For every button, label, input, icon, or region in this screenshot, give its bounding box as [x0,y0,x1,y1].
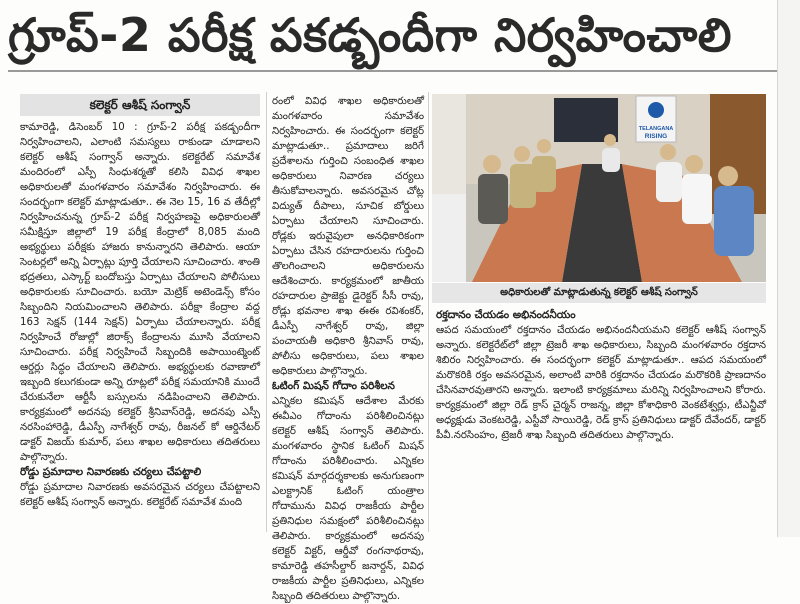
column-1 [20,120,260,532]
svg-text:TELANGANA: TELANGANA [638,126,674,132]
column-1-paragraph: కామారెడ్డి, డిసెంబర్‌ 10 : గ్రూప్‌-2 పరీక్ష పకడ్బందీగా నిర్వహించాలని, ఎలాంటి సమస్యలు రాకుండా చూడాలని కలెక్టర్‌ ఆశీష్‌ సంగ్వాన్‌ అన్నారు. కలెక్టరేట్‌ సమావేశ మందిరంలో ఎస్పీ సింధుశర్మతో కలిసి వివిధ శాఖల అధికారులతో మంగళవారం సమావేశం నిర్వహించారు. ఈ సందర్భంగా కలెక్టర్‌ మాట్లాడుతూ.. ఈ నెల 15, 16 వ తేదీల్లో నిర్వహించనున్న గ్రూప్‌-2 పరీక్ష నిర్వహణపై అధికారులతో సమీక్షిస్తూ జిల్లాలో 19 పరీక్ష కేంద్రాలో 8,085 మంది అభ్యర్థులు పరీక్షకు హాజరు కానున్నారని తెలిపారు. ఆయా సెంటర్లలో అన్ని ఏర్పాట్లు పూర్తి చేయాలని సూచించారు. శాంతి భద్రతలు, ఎస్కార్ట్‌ బందోబస్తు ఏర్పాటు చేయాలని పోలీసులు అధికారులకు సూచించారు. బయో మెట్రిక్‌ అటెండెన్స్‌ కోసం సిబ్బందిని నియమించాలని తెలిపారు. పరీక్షా కేంద్రాల వద్ద 163 సెక్షన్‌ (144 సెక్షన్‌) ఏర్పాటు చేయాలన్నారు. పరీక్ష నిర్వహించే రోజుల్లో జిరాక్స్‌ కేంద్రాలను మూసి వేయాలని సూచించారు. పరీక్ష నిర్వహించే సిబ్బందికి అపాయింట్మెంట్‌ ఆర్డర్లు సిద్ధం చేయాలని తెలిపారు. అభ్యర్థులకు రవాణాలో ఇబ్బంది కలుగకుండా అన్ని రూట్లలో పరీక్ష సమయానికి ముందే చేరుకునేలా ఆర్టీసీ బస్సులను నడిపించాలని తెలిపారు. కార్యక్రమంలో అదనపు కలెక్టర్‌ శ్రీనివాస్‌రెడ్డి, అదనపు ఎస్పీ నరసింహారెడ్డి, డీఎస్పీ నాగేశ్వర్‌ రావు, రీజనల్‌ కో ఆర్డినేటర్‌ డాక్టర్‌ విజయ్‌ కుమార్‌, పలు శాఖల అధికారులు తదితరులు పాల్గొన్నారు. [20,122,260,463]
column-2 [272,94,424,602]
column-1-subhead: రోడ్డు ప్రమాదాల నివారణకు చర్యలు చేపట్టాలి [20,466,202,478]
column-1-paragraph-2: రోడ్డు ప్రమాదాల నివారణకు అవసరమైన చర్యలు చేపట్టాలని కలెక్టర్‌ ఆశీష్‌ సంగ్వాన్‌ అన్నారు. కలెక్టరేట్‌ సమావేశ మంది [20,482,260,508]
column-divider-1 [266,92,267,532]
column-2-paragraph-2: ఎన్నికల కమిషన్‌ ఆదేశాల మేరకు ఈవీఎం గోదాంను పరిశీలించినట్లు కలెక్టర్‌ ఆశీష్‌ సంగ్వాన్‌ తెలిపారు. మంగళవారం స్థానిక ఓటింగ్‌ మిషన్‌ గోదాంను పరిశీలించారు. ఎన్నికల కమిషన్‌ మార్గదర్శకాలకు అనుగుణంగా ఎలక్ట్రానిక్‌ ఓటింగ్‌ యంత్రాల గోదామును వివిధ రాజకీయ పార్టీల ప్రతినిధుల సమక్షంలో పరిశీలించినట్లు తెలిపారు. కార్యక్రమంలో అదనపు కలెక్టర్‌ విక్టర్‌, ఆర్డీవో రంగనాథరావు, కామారెడ్డి తహసీల్దార్‌ జనార్దన్‌, వివిధ రాజకీయ పార్టీల ప్రతినిధులు, ఎన్నికల సిబ్బంది తదితరులు పాల్గొన్నారు. [272,396,424,602]
column-2-paragraph: రంలో వివిధ శాఖల అధికారులతో మంగళవారం సమావేశం నిర్వహించారు. ఈ సందర్భంగా కలెక్టర్‌ మాట్లాడుతూ.. ప్రమాదాలు జరిగే ప్రదేశాలను గుర్తించి సంబంధిత శాఖల అధికారులు నివారణ చర్యలు తీసుకోవాలన్నారు. అవసరమైన చోట్ల విద్యుత్‌ దీపాలు, సూచిక బోర్డులు ఏర్పాటు చేయాలని సూచించారు. రోడ్లకు ఇరువైపులా అనధికారికంగా ఏర్పాటు చేసిన రహదారులను గుర్తించి తొలగించాలని అధికారులను ఆదేశించారు. కార్యక్రమంలో జాతీయ రహదారుల ప్రాజెక్టు డైరెక్టర్‌ సీసీ రావు, రోడ్లు భవనాల శాఖ ఈఈ రవిశంకర్‌, డీఎస్పీ నాగేశ్వర్‌ రావు, జిల్లా పంచాయతీ అధికారి శ్రీనివాస్‌ రావు, పోలీసు అధికారులు, పలు శాఖల అధికారులు పాల్గొన్నారు. [272,96,424,377]
column-3 [436,308,766,532]
headline: గ్రూప్‌-2 పరీక్ష పకడ్బందీగా నిర్వహించాలి [8,8,732,62]
column-divider-2 [428,92,429,532]
byline: కలెక్టర్‌ ఆశీష్‌ సంగ్వాన్‌ [20,94,260,116]
adjacent-page-edge [777,0,800,537]
meeting-photo-illustration [432,94,766,282]
column-3-paragraph: ఆపద సమయంలో రక్తదానం చేయడం అభినందనీయమని కలెక్టర్‌ ఆశీష్‌ సంగ్వాన్‌ అన్నారు. కలెక్టరేట్‌లో జిల్లా ట్రెజరీ శాఖ అధికారులు, సిబ్బంది మంగళవారం రక్తదాన శిబిరం నిర్వహించారు. ఈ సందర్భంగా కలెక్టర్‌ మాట్లాడుతూ.. ఆపద సమయంలో మరొకరికి రక్తం అవసరమైన, అలాంటి వారికి రక్తదానం చేయడం మరొకరికి ప్రాణదానం చేసినవారవుతారని అన్నారు. ఇలాంటి కార్యక్రమాలు మరిన్ని నిర్వహించాలని కోరారు. కార్యక్రమంలో జిల్లా రెడ్‌ క్రాస్‌ చైర్మన్‌ రాజన్న, జిల్లా కోశాధికారి వెంకటేశ్వర్లు, టీఎన్జీవో అధ్యక్షుడు వెంకటరెడ్డి, ఎస్టీవో సాయిరెడ్డి, రెడ్‌ క్రాస్‌ ప్రతినిధులు డాక్టర్‌ దేవేందర్‌, డాక్టర్‌ పీవీ.నరసింహం, ట్రెజరీ శాఖ సిబ్బంది తదితరులు పాల్గొన్నారు. [436,325,766,441]
photo-caption: అధికారులతో మాట్లాడుతున్న కలెక్టర్‌ ఆశీష్‌ సంగ్వాన్‌ [432,283,766,303]
meeting-photo [432,94,766,282]
headline-rule [8,70,780,72]
column-3-subhead: రక్తదానం చేయడం అభినందనీయం [436,309,576,321]
column-2-subhead: ఓటింగ్‌ మిషన్‌ గోదాం పరిశీలన [272,380,395,392]
svg-text:RISING: RISING [644,133,668,140]
